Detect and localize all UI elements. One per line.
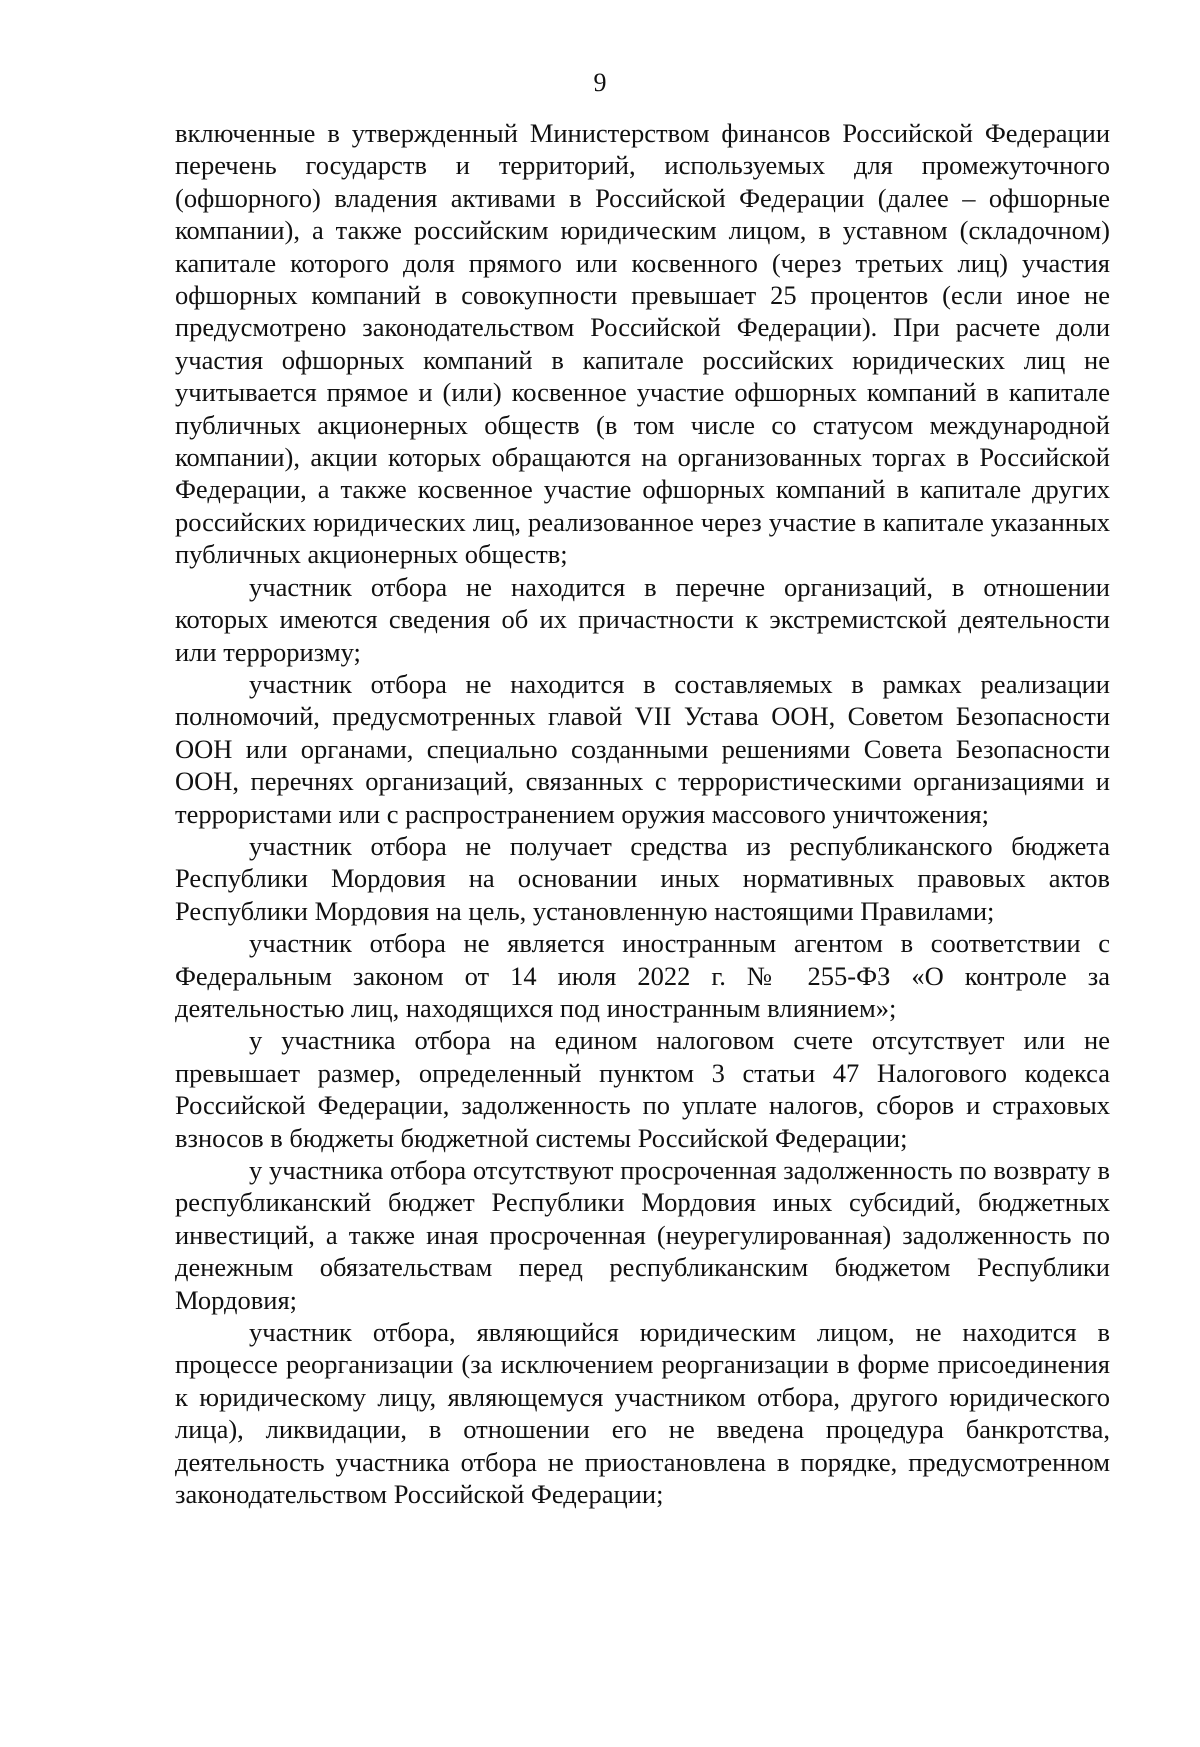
paragraph-offshore-companies: включенные в утвержденный Министерством финансов Российской Федерации перечень государств и территорий, используемых для промежуточного (офшорного) владения активами в Российской Федерации (далее – офшорные компании), а также российским юридическим лицом, в уставном (складочном) капитале которого доля прямого или косвенного (через третьих лиц) участия офшорных компаний в совокупности превышает 25 процентов (если иное не предусмотрено законодательством Российской Федерации). При расчете доли участия офшорных компаний в капитале российских юридических лиц не учитывается прямое и (или) косвенное участие офшорных компаний в капитале публичных акционерных обществ (в том числе со статусом международной компании), акции которых обращаются на организованных торгах в Российской Федерации, а также косвенное участие офшорных компаний в капитале других российских юридических лиц, реализованное через участие в капитале указанных публичных акционерных обществ; <box>175 118 1110 570</box>
paragraph-reorganization: участник отбора, являющийся юридическим лицом, не находится в процессе реорганизации (за исключением реорганизации в форме присоединения к юридическому лицу, являющемуся участником отбора, другого юридического лица), ликвидации, в отношении его не введена процедура банкротства, деятельность участника отбора не приостановлена в порядке, предусмотренном законодательством Российской Федерации; <box>175 1317 1110 1510</box>
document-body <box>175 117 1110 1510</box>
paragraph-un-security-council-list: участник отбора не находится в составляемых в рамках реализации полномочий, предусмотренных главой VII Устава ООН, Советом Безопасности ООН или органами, специально созданными решениями Совета Безопасности ООН, перечнях организаций, связанных с террористическими организациями и террористами или с распространением оружия массового уничтожения; <box>175 668 1110 829</box>
paragraph-overdue-debt: у участника отбора отсутствуют просроченная задолженность по возврату в республиканский бюджет Республики Мордовия иных субсидий, бюджетных инвестиций, а также иная просроченная (неурегулированная) задолженность по денежным обязательствам перед республиканским бюджетом Республики Мордовия; <box>175 1155 1110 1315</box>
page-number: 9 <box>593 68 607 97</box>
paragraph-no-other-funds: участник отбора не получает средства из республиканского бюджета Республики Мордовия на основании иных нормативных правовых актов Республики Мордовия на цель, установленную настоящими Правилами; <box>175 830 1110 926</box>
paragraph-foreign-agent: участник отбора не является иностранным агентом в соответствии с Федеральным законом от 14 июля 2022 г. № 255-ФЗ «О контроле за деятельностью лиц, находящихся под иностранным влиянием»; <box>175 928 1110 1023</box>
paragraph-tax-debt: у участника отбора на едином налоговом счете отсутствует или не превышает размер, определенный пунктом 3 статьи 47 Налогового кодекса Российской Федерации, задолженность по уплате налогов, сборов и страховых взносов в бюджеты бюджетной системы Российской Федерации; <box>175 1025 1110 1153</box>
paragraph-extremism-list: участник отбора не находится в перечне организаций, в отношении которых имеются сведения об их причастности к экстремистской деятельности или терроризму; <box>175 571 1110 667</box>
